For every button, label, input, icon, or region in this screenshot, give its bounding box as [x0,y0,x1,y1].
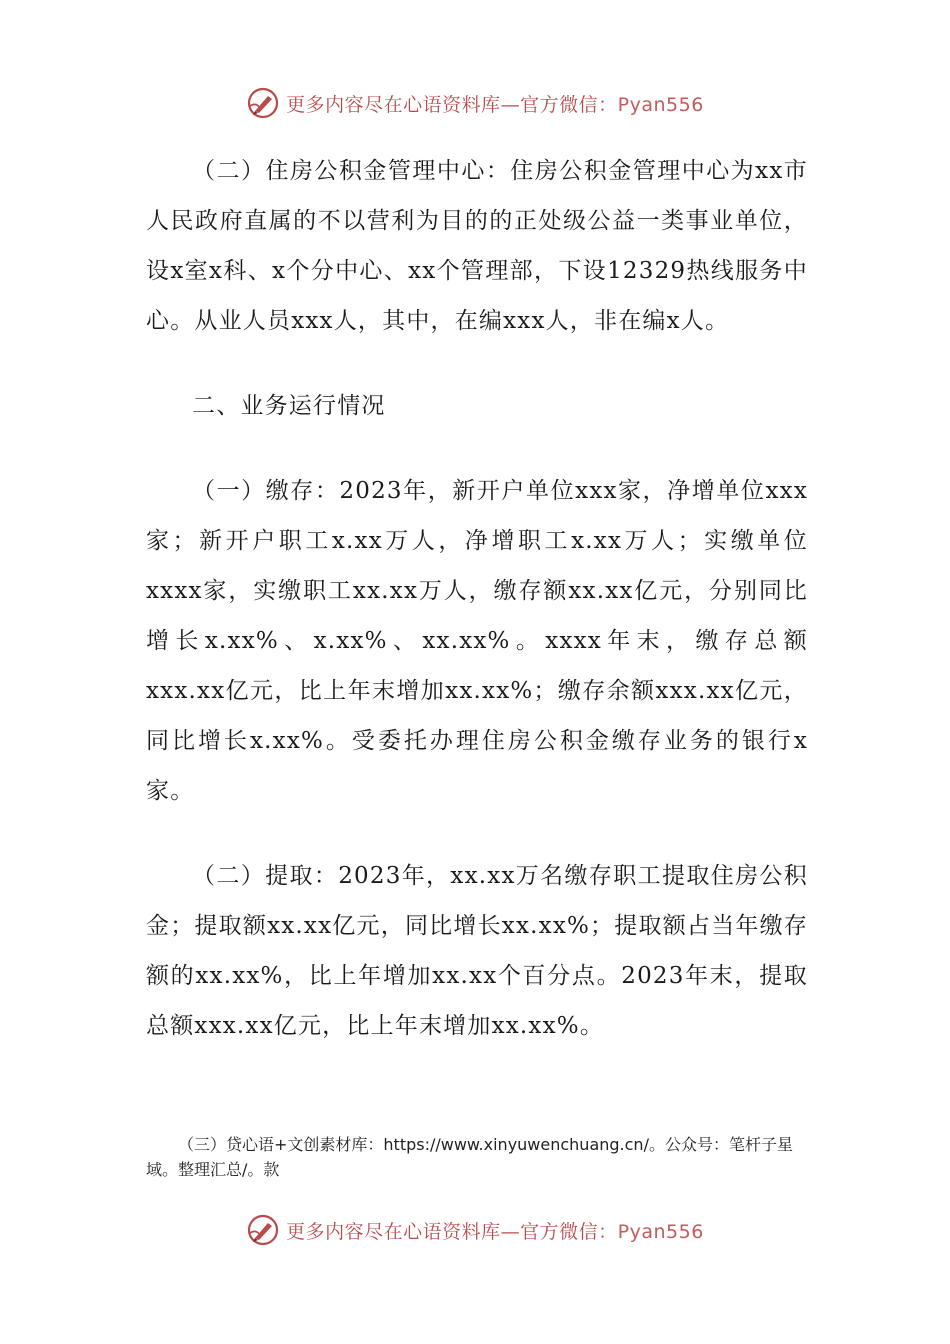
paragraph-deposit: （一）缴存：2023年，新开户单位xxx家，净增单位xxx家；新开户职工x.xx万人，净增职工x.xx万人；实缴单位xxxx家，实缴职工xx.xx万人，缴存额xx.xx亿元，分别同比增长x.xx%、x.xx%、xx.xx%。xxxx年末，缴存总额xxx.xx亿元，比上年末增加xx.xx%；缴存余额xxx.xx亿元，同比增长x.xx%。受委托办理住房公积金缴存业务的银行x家。 [146,478,808,804]
pen-circle-logo-icon [246,86,280,120]
banner-inner [246,1213,704,1247]
paragraph-management-center: （二）住房公积金管理中心：住房公积金管理中心为xx市人民政府直属的不以营利为目的的正处级公益一类事业单位，设x室x科、x个分中心、xx个管理部，下设12329热线服务中心。从业人员xxx人，其中，在编xxx人，非在编x人。 [146,158,808,334]
spacer [146,816,808,851]
section-heading-business: 二、业务运行情况 [192,393,386,419]
footer-banner [0,1210,950,1250]
banner-wechat-id: Pyan556 [617,1220,704,1243]
spacer [146,346,808,381]
banner-slogan: 更多内容尽在心语资料库—官方微信： [286,1220,618,1243]
document-body [146,146,808,1051]
header-banner [0,83,950,123]
banner-text [286,1217,704,1244]
source-note: （三）贷心语+文创素材库：https://www.xinyuwenchuang.cn/。公众号：笔杆子星域。整理汇总/。款 [146,1135,793,1179]
banner-wechat-id: Pyan556 [617,93,704,116]
spacer [146,431,808,466]
banner-inner [246,86,704,120]
paragraph-withdrawal: （二）提取：2023年，xx.xx万名缴存职工提取住房公积金；提取额xx.xx亿元，同比增长xx.xx%；提取额占当年缴存额的xx.xx%，比上年增加xx.xx个百分点。2023年末，提取总额xxx.xx亿元，比上年末增加xx.xx%。 [146,863,808,1039]
banner-slogan: 更多内容尽在心语资料库—官方微信： [286,93,618,116]
pen-circle-logo-icon [246,1213,280,1247]
banner-text [286,90,704,117]
